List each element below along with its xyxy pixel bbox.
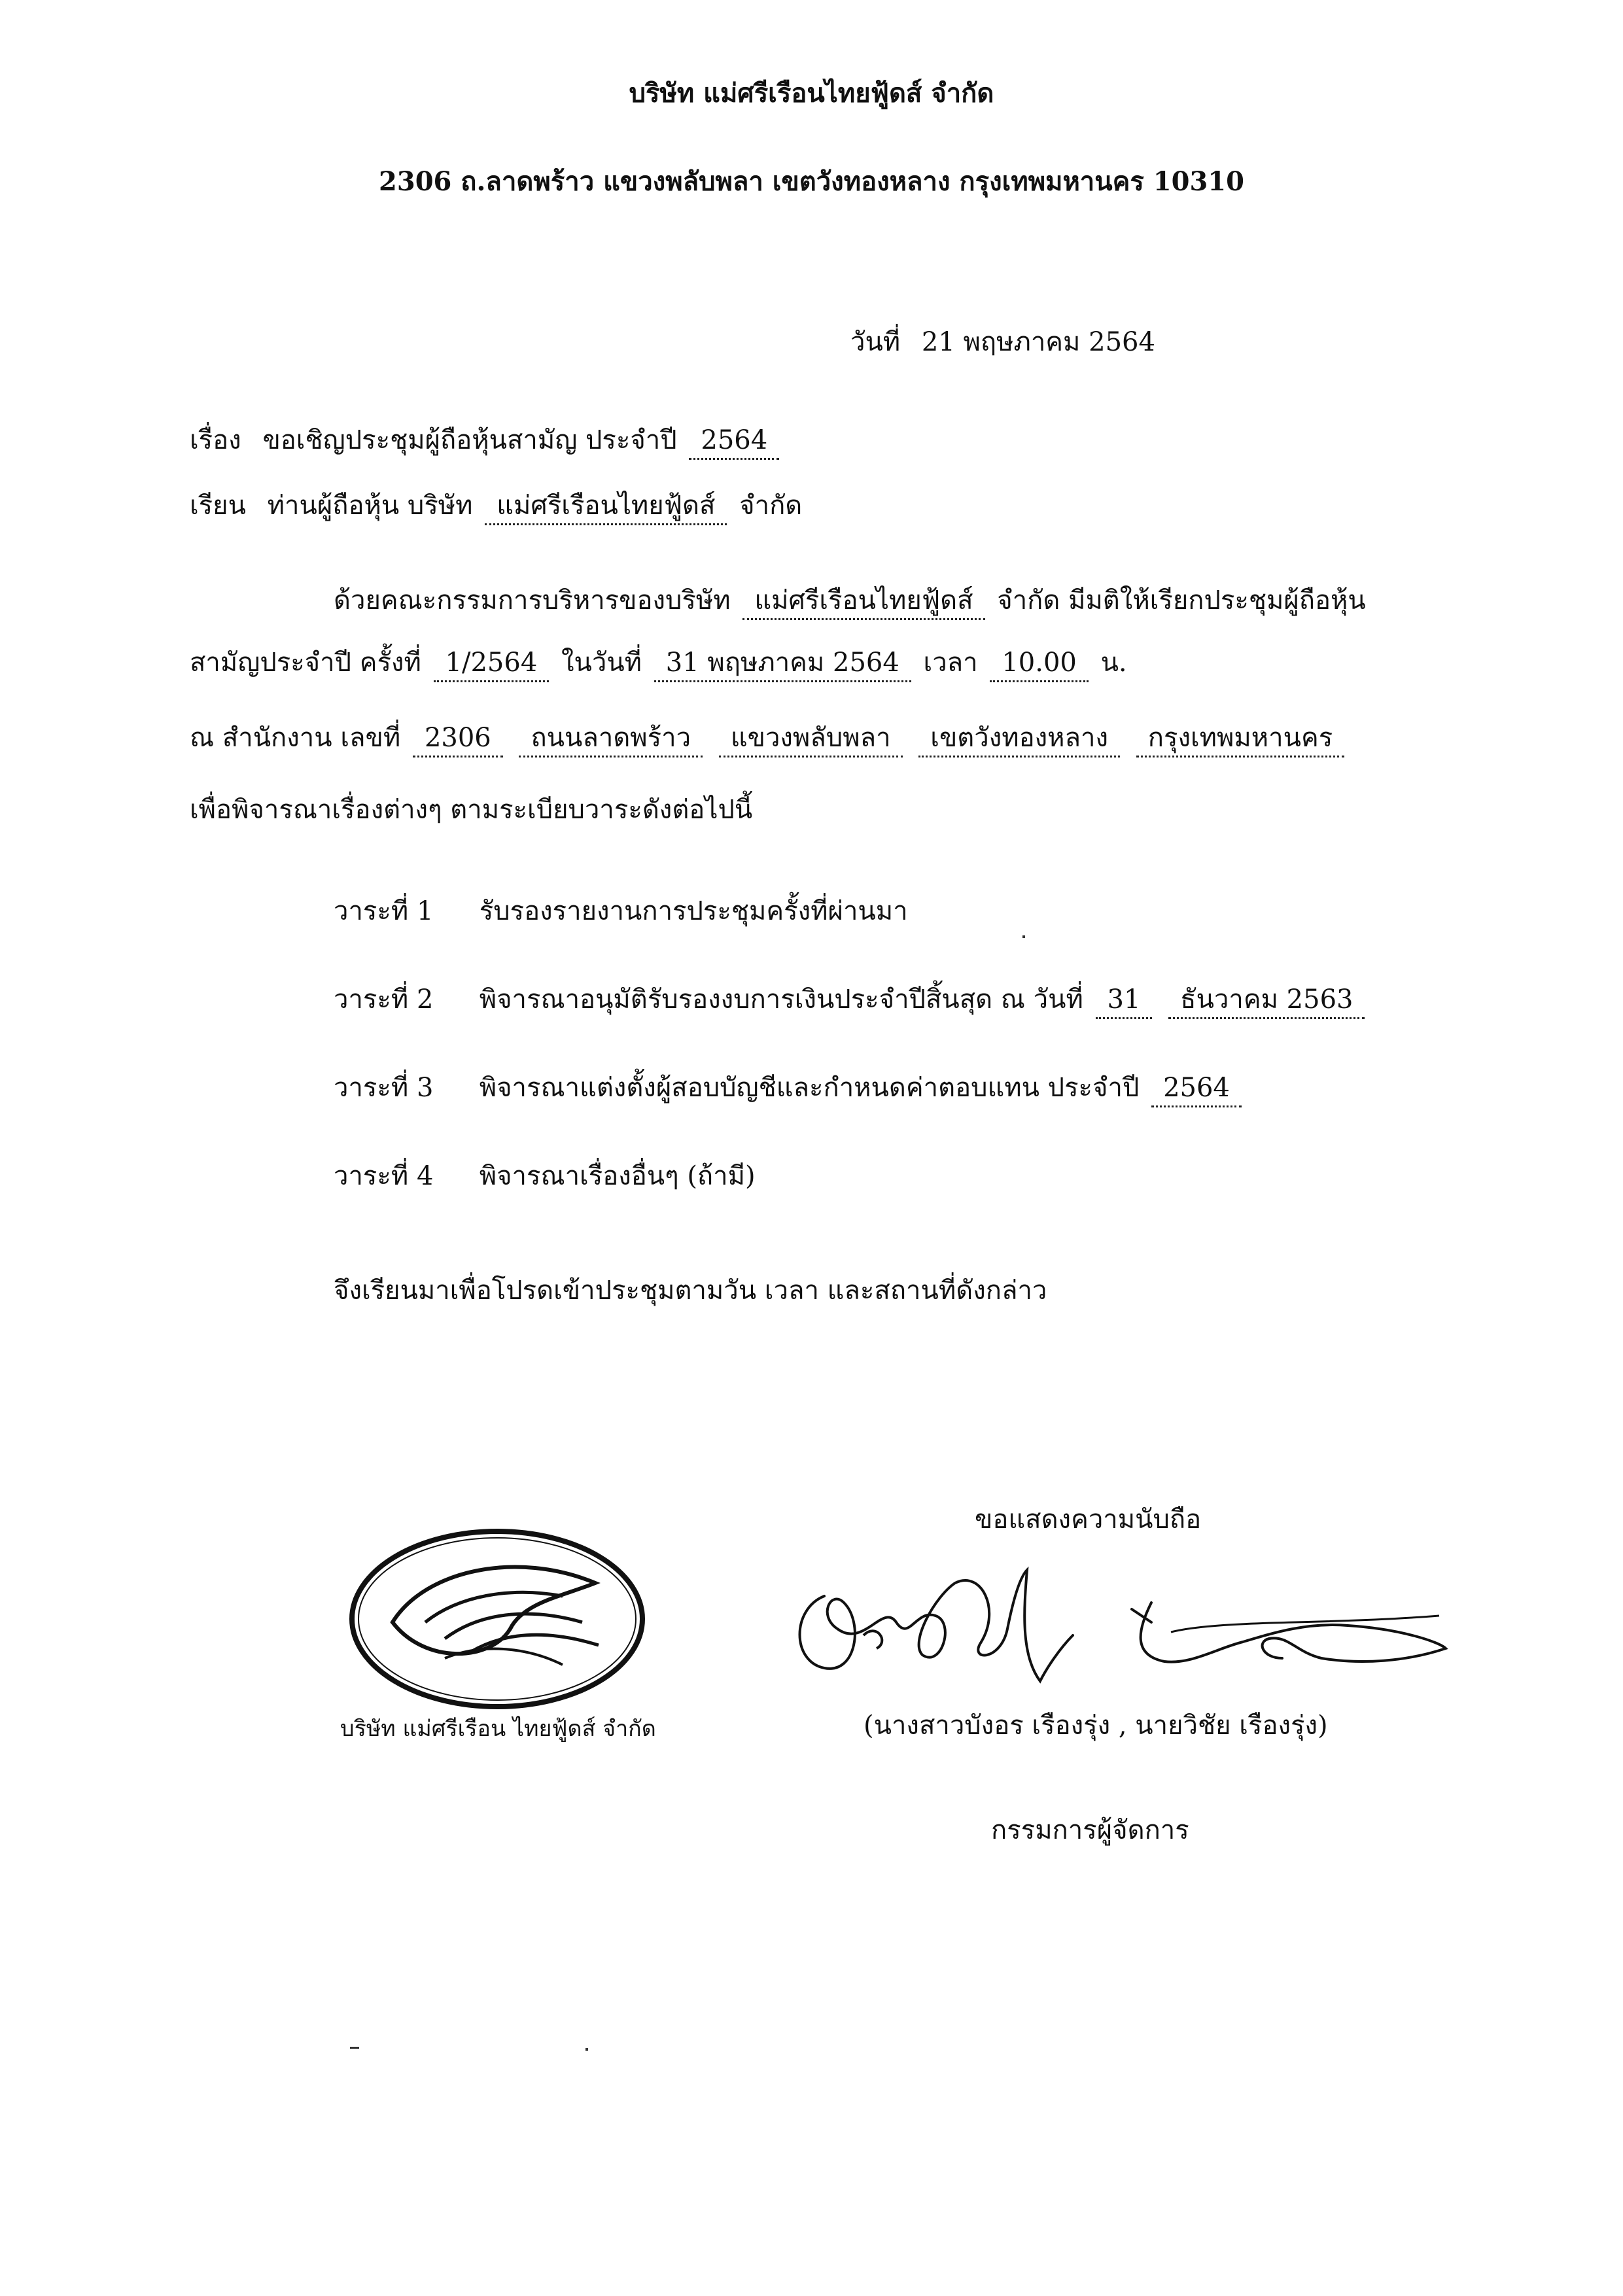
place-number: 2306 xyxy=(413,722,503,757)
to-label: เรียน xyxy=(190,491,246,521)
closing-sentence: จึงเรียนมาเพื่อโปรดเข้าประชุมตามวัน เวลา และสถานที่ดังกล่าว xyxy=(334,1276,1047,1306)
body-intro-2: จำกัด มีมติให้เรียกประชุมผู้ถือหุ้น xyxy=(997,585,1366,616)
body-line-1 xyxy=(334,582,1366,620)
agenda-text: รับรองรายงานการประชุมครั้งที่ผ่านมา xyxy=(479,896,908,926)
date-label: วันที่ xyxy=(850,327,901,357)
subject-line xyxy=(190,422,783,460)
body-company: แม่ศรีเรือนไทยฟู้ดส์ xyxy=(742,584,985,620)
place-label: ณ สำนักงาน เลขที่ xyxy=(190,723,401,753)
agenda-item xyxy=(334,981,1369,1019)
subject-label: เรื่อง xyxy=(190,425,241,455)
date-value: 21 พฤษภาคม 2564 xyxy=(921,327,1155,357)
scan-speck xyxy=(350,2047,359,2049)
agenda-item xyxy=(334,893,908,930)
place-subdistrict: แขวงพลับพลา xyxy=(719,722,903,757)
body-line-2 xyxy=(190,644,1127,682)
regards: ขอแสดงความนับถือ xyxy=(975,1505,1202,1535)
leaf-wave-logo-icon xyxy=(347,1524,648,1714)
subject-year: 2564 xyxy=(689,424,779,460)
meeting-date: 31 พฤษภาคม 2564 xyxy=(654,646,911,682)
agenda-number: วาระที่ 1 xyxy=(334,896,434,926)
agenda-fill-year: 2564 xyxy=(1151,1071,1242,1107)
signature-1-icon xyxy=(785,1557,1079,1707)
meeting-time-label: เวลา xyxy=(923,648,978,678)
signature-2-icon xyxy=(1125,1596,1452,1681)
place-road: ถนนลาดพร้าว xyxy=(519,722,703,757)
place-province: กรุงเทพมหานคร xyxy=(1136,722,1344,757)
agenda-number: วาระที่ 2 xyxy=(334,984,434,1015)
meeting-time-unit: น. xyxy=(1100,648,1127,678)
company-name: บริษัท แม่ศรีเรือนไทยฟู้ดส์ จำกัด xyxy=(629,78,994,109)
meeting-time: 10.00 xyxy=(990,646,1089,682)
agenda-item xyxy=(334,1070,1246,1107)
body-line-3 xyxy=(190,720,1348,757)
meeting-label: สามัญประจำปี ครั้งที่ xyxy=(190,648,421,678)
meeting-date-label: ในวันที่ xyxy=(561,648,642,678)
agenda-text: พิจารณาเรื่องอื่นๆ (ถ้ามี) xyxy=(479,1161,756,1191)
place-district: เขตวังทองหลาง xyxy=(918,722,1120,757)
agenda-fill-month-year: ธันวาคม 2563 xyxy=(1168,983,1365,1019)
agenda-intro: เพื่อพิจารณาเรื่องต่างๆ ตามระเบียบวาระดังต่อไปนี้ xyxy=(190,795,753,825)
to-suffix: จำกัด xyxy=(739,491,803,521)
agenda-fill-day: 31 xyxy=(1096,983,1153,1019)
body-intro-1: ด้วยคณะกรรมการบริหารของบริษัท xyxy=(334,585,731,616)
subject-text: ขอเชิญประชุมผู้ถือหุ้นสามัญ ประจำปี xyxy=(262,425,677,455)
agenda-text: พิจารณาแต่งตั้งผู้สอบบัญชีและกำหนดค่าตอบแทน ประจำปี xyxy=(479,1073,1140,1103)
signatory-position: กรรมการผู้จัดการ xyxy=(991,1815,1189,1845)
scan-speck xyxy=(1022,935,1025,938)
salutation-line xyxy=(190,487,802,525)
agenda-item xyxy=(334,1158,756,1194)
meeting-number: 1/2564 xyxy=(434,646,550,682)
to-text: ท่านผู้ถือหุ้น บริษัท xyxy=(267,491,473,521)
letter-date xyxy=(850,324,1155,360)
scan-speck xyxy=(585,2048,588,2051)
company-address: 2306 ถ.ลาดพร้าว แขวงพลับพลา เขตวังทองหลาง กรุงเทพมหานคร 10310 xyxy=(379,166,1244,197)
agenda-text: พิจารณาอนุมัติรับรองงบการเงินประจำปีสิ้นสุด ณ วันที่ xyxy=(479,984,1083,1015)
signatory-names: (นางสาวบังอร เรืองรุ่ง , นายวิชัย เรืองรุ่ง) xyxy=(864,1711,1328,1741)
agenda-number: วาระที่ 3 xyxy=(334,1073,434,1103)
agenda-number: วาระที่ 4 xyxy=(334,1161,434,1191)
seal-caption: บริษัท แม่ศรีเรือน ไทยฟู้ดส์ จำกัด xyxy=(340,1716,656,1742)
to-company: แม่ศรีเรือนไทยฟู้ดส์ xyxy=(485,489,727,525)
